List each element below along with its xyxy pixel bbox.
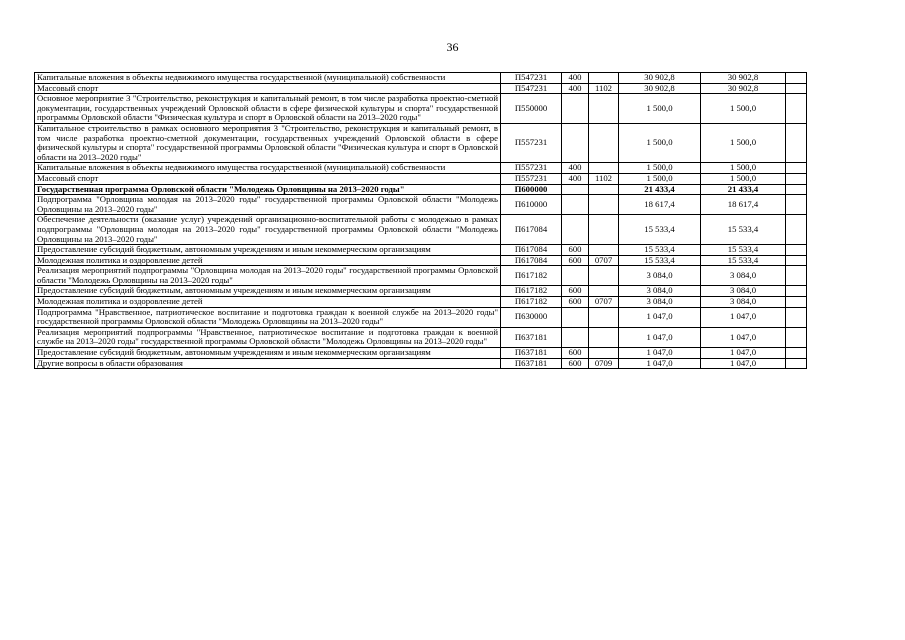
target-code-cell: П617084 xyxy=(501,215,562,245)
expense-type-cell: 400 xyxy=(562,163,589,174)
blank-cell xyxy=(786,286,807,297)
expense-type-cell: 600 xyxy=(562,348,589,359)
row-name-cell: Капитальное строительство в рамках основного мероприятия 3 "Строительство, реконструкция и капитальный ремонт, в том числе разработка проектно-сметной документации, государственных учреждений Орловской области в сфере физической культуры и спорта" государственной программы Орловской области "Физическая культура и спорт в Орловской области на 2013–2020 годы" xyxy=(35,123,501,162)
row-name-cell: Молодежная политика и оздоровление детей xyxy=(35,297,501,308)
row-name-cell: Государственная программа Орловской области "Молодежь Орловщины на 2013–2020 годы" xyxy=(35,184,501,195)
amount-cell-1: 15 533,4 xyxy=(619,255,701,266)
section-code-cell: 0709 xyxy=(589,358,619,369)
row-name-cell: Массовый спорт xyxy=(35,83,501,94)
section-code-cell xyxy=(589,123,619,162)
table-row xyxy=(35,286,807,297)
budget-table xyxy=(34,72,807,369)
expense-type-cell xyxy=(562,215,589,245)
expense-type-cell xyxy=(562,195,589,215)
row-name-cell: Подпрограмма "Нравственное, патриотическое воспитание и подготовка граждан к военной службе на 2013–2020 годы" государственной программы Орловской области "Молодежь Орловщины на 2013–2020 годы" xyxy=(35,307,501,327)
target-code-cell: П557231 xyxy=(501,163,562,174)
expense-type-cell: 600 xyxy=(562,245,589,256)
section-code-cell: 1102 xyxy=(589,83,619,94)
table-row xyxy=(35,215,807,245)
amount-cell-2: 1 047,0 xyxy=(701,348,786,359)
target-code-cell: П610000 xyxy=(501,195,562,215)
target-code-cell: П547231 xyxy=(501,83,562,94)
expense-type-cell: 600 xyxy=(562,255,589,266)
amount-cell-2: 1 047,0 xyxy=(701,358,786,369)
blank-cell xyxy=(786,173,807,184)
amount-cell-1: 1 500,0 xyxy=(619,173,701,184)
section-code-cell: 0707 xyxy=(589,255,619,266)
page-number: 36 xyxy=(446,40,459,54)
table-row xyxy=(35,307,807,327)
amount-cell-1: 1 047,0 xyxy=(619,327,701,347)
row-name-cell: Предоставление субсидий бюджетным, автономным учреждениям и иным некоммерческим организациям xyxy=(35,245,501,256)
target-code-cell: П637181 xyxy=(501,358,562,369)
section-code-cell xyxy=(589,327,619,347)
blank-cell xyxy=(786,245,807,256)
section-code-cell xyxy=(589,73,619,84)
section-code-cell xyxy=(589,195,619,215)
section-code-cell xyxy=(589,266,619,286)
blank-cell xyxy=(786,327,807,347)
blank-cell xyxy=(786,358,807,369)
blank-cell xyxy=(786,184,807,195)
expense-type-cell: 400 xyxy=(562,173,589,184)
amount-cell-2: 1 500,0 xyxy=(701,123,786,162)
row-name-cell: Молодежная политика и оздоровление детей xyxy=(35,255,501,266)
blank-cell xyxy=(786,73,807,84)
row-name-cell: Подпрограмма "Орловщина молодая на 2013–2020 годы" государственной программы Орловской области "Молодежь Орловщины на 2013–2020 годы" xyxy=(35,195,501,215)
amount-cell-1: 1 047,0 xyxy=(619,358,701,369)
amount-cell-2: 15 533,4 xyxy=(701,255,786,266)
amount-cell-2: 1 500,0 xyxy=(701,94,786,124)
table-row xyxy=(35,83,807,94)
amount-cell-2: 1 047,0 xyxy=(701,307,786,327)
target-code-cell: П637181 xyxy=(501,327,562,347)
expense-type-cell xyxy=(562,94,589,124)
blank-cell xyxy=(786,266,807,286)
blank-cell xyxy=(786,215,807,245)
amount-cell-1: 15 533,4 xyxy=(619,245,701,256)
section-code-cell: 0707 xyxy=(589,297,619,308)
table-row xyxy=(35,184,807,195)
row-name-cell: Другие вопросы в области образования xyxy=(35,358,501,369)
target-code-cell: П547231 xyxy=(501,73,562,84)
table-row xyxy=(35,94,807,124)
amount-cell-2: 30 902,8 xyxy=(701,73,786,84)
table-row xyxy=(35,297,807,308)
amount-cell-2: 1 500,0 xyxy=(701,163,786,174)
target-code-cell: П617182 xyxy=(501,297,562,308)
amount-cell-1: 18 617,4 xyxy=(619,195,701,215)
blank-cell xyxy=(786,94,807,124)
amount-cell-2: 1 500,0 xyxy=(701,173,786,184)
amount-cell-1: 1 500,0 xyxy=(619,123,701,162)
amount-cell-1: 3 084,0 xyxy=(619,266,701,286)
row-name-cell: Реализация мероприятий подпрограммы "Нравственное, патриотическое воспитание и подготовка граждан к военной службе на 2013–2020 годы" государственной программы Орловской области "Молодежь Орловщины на 2013–2020 годы" xyxy=(35,327,501,347)
table-row xyxy=(35,255,807,266)
expense-type-cell: 400 xyxy=(562,73,589,84)
section-code-cell xyxy=(589,163,619,174)
row-name-cell: Основное мероприятие 3 "Строительство, реконструкция и капитальный ремонт, в том числе разработка проектно-сметной документации, государственных учреждений Орловской области в сфере физической культуры и спорта" государственной программы Орловской области "Физическая культура и спорт в Орловской области на 2013–2020 годы" xyxy=(35,94,501,124)
expense-type-cell: 600 xyxy=(562,286,589,297)
expense-type-cell xyxy=(562,327,589,347)
section-code-cell xyxy=(589,348,619,359)
amount-cell-2: 3 084,0 xyxy=(701,266,786,286)
target-code-cell: П617084 xyxy=(501,255,562,266)
section-code-cell xyxy=(589,286,619,297)
expense-type-cell: 600 xyxy=(562,358,589,369)
amount-cell-2: 30 902,8 xyxy=(701,83,786,94)
target-code-cell: П557231 xyxy=(501,173,562,184)
blank-cell xyxy=(786,123,807,162)
amount-cell-1: 3 084,0 xyxy=(619,297,701,308)
amount-cell-2: 21 433,4 xyxy=(701,184,786,195)
row-name-cell: Массовый спорт xyxy=(35,173,501,184)
blank-cell xyxy=(786,307,807,327)
section-code-cell xyxy=(589,245,619,256)
section-code-cell xyxy=(589,307,619,327)
section-code-cell xyxy=(589,94,619,124)
table-row xyxy=(35,123,807,162)
amount-cell-1: 1 500,0 xyxy=(619,163,701,174)
target-code-cell: П637181 xyxy=(501,348,562,359)
expense-type-cell xyxy=(562,184,589,195)
amount-cell-2: 3 084,0 xyxy=(701,286,786,297)
amount-cell-2: 15 533,4 xyxy=(701,245,786,256)
table-row xyxy=(35,245,807,256)
budget-table-body xyxy=(35,73,807,369)
blank-cell xyxy=(786,255,807,266)
amount-cell-1: 3 084,0 xyxy=(619,286,701,297)
amount-cell-1: 1 500,0 xyxy=(619,94,701,124)
table-row xyxy=(35,358,807,369)
row-name-cell: Предоставление субсидий бюджетным, автономным учреждениям и иным некоммерческим организациям xyxy=(35,286,501,297)
row-name-cell: Капитальные вложения в объекты недвижимого имущества государственной (муниципальной) собственности xyxy=(35,163,501,174)
expense-type-cell xyxy=(562,266,589,286)
row-name-cell: Реализация мероприятий подпрограммы "Орловщина молодая на 2013–2020 годы" государственной программы Орловской области "Молодежь Орловщины на 2013–2020 годы" xyxy=(35,266,501,286)
amount-cell-2: 18 617,4 xyxy=(701,195,786,215)
target-code-cell: П630000 xyxy=(501,307,562,327)
amount-cell-1: 15 533,4 xyxy=(619,215,701,245)
amount-cell-2: 15 533,4 xyxy=(701,215,786,245)
target-code-cell: П617182 xyxy=(501,286,562,297)
table-row xyxy=(35,173,807,184)
row-name-cell: Капитальные вложения в объекты недвижимого имущества государственной (муниципальной) собственности xyxy=(35,73,501,84)
amount-cell-1: 21 433,4 xyxy=(619,184,701,195)
expense-type-cell: 400 xyxy=(562,83,589,94)
table-row xyxy=(35,327,807,347)
table-row xyxy=(35,195,807,215)
section-code-cell xyxy=(589,184,619,195)
expense-type-cell: 600 xyxy=(562,297,589,308)
table-row xyxy=(35,266,807,286)
blank-cell xyxy=(786,195,807,215)
amount-cell-2: 3 084,0 xyxy=(701,297,786,308)
expense-type-cell xyxy=(562,123,589,162)
target-code-cell: П550000 xyxy=(501,94,562,124)
target-code-cell: П617182 xyxy=(501,266,562,286)
table-row xyxy=(35,73,807,84)
section-code-cell xyxy=(589,215,619,245)
amount-cell-1: 1 047,0 xyxy=(619,348,701,359)
table-row xyxy=(35,348,807,359)
expense-type-cell xyxy=(562,307,589,327)
blank-cell xyxy=(786,348,807,359)
blank-cell xyxy=(786,297,807,308)
table-row xyxy=(35,163,807,174)
row-name-cell: Предоставление субсидий бюджетным, автономным учреждениям и иным некоммерческим организациям xyxy=(35,348,501,359)
section-code-cell: 1102 xyxy=(589,173,619,184)
target-code-cell: П617084 xyxy=(501,245,562,256)
blank-cell xyxy=(786,163,807,174)
amount-cell-2: 1 047,0 xyxy=(701,327,786,347)
amount-cell-1: 30 902,8 xyxy=(619,83,701,94)
target-code-cell: П557231 xyxy=(501,123,562,162)
amount-cell-1: 1 047,0 xyxy=(619,307,701,327)
blank-cell xyxy=(786,83,807,94)
row-name-cell: Обеспечение деятельности (оказание услуг) учреждений организационно-воспитательной работы с молодежью в рамках подпрограммы "Орловщина молодая на 2013–2020 годы" государственной программы Орловской области "Молодежь Орловщины на 2013–2020 годы" xyxy=(35,215,501,245)
amount-cell-1: 30 902,8 xyxy=(619,73,701,84)
target-code-cell: П600000 xyxy=(501,184,562,195)
